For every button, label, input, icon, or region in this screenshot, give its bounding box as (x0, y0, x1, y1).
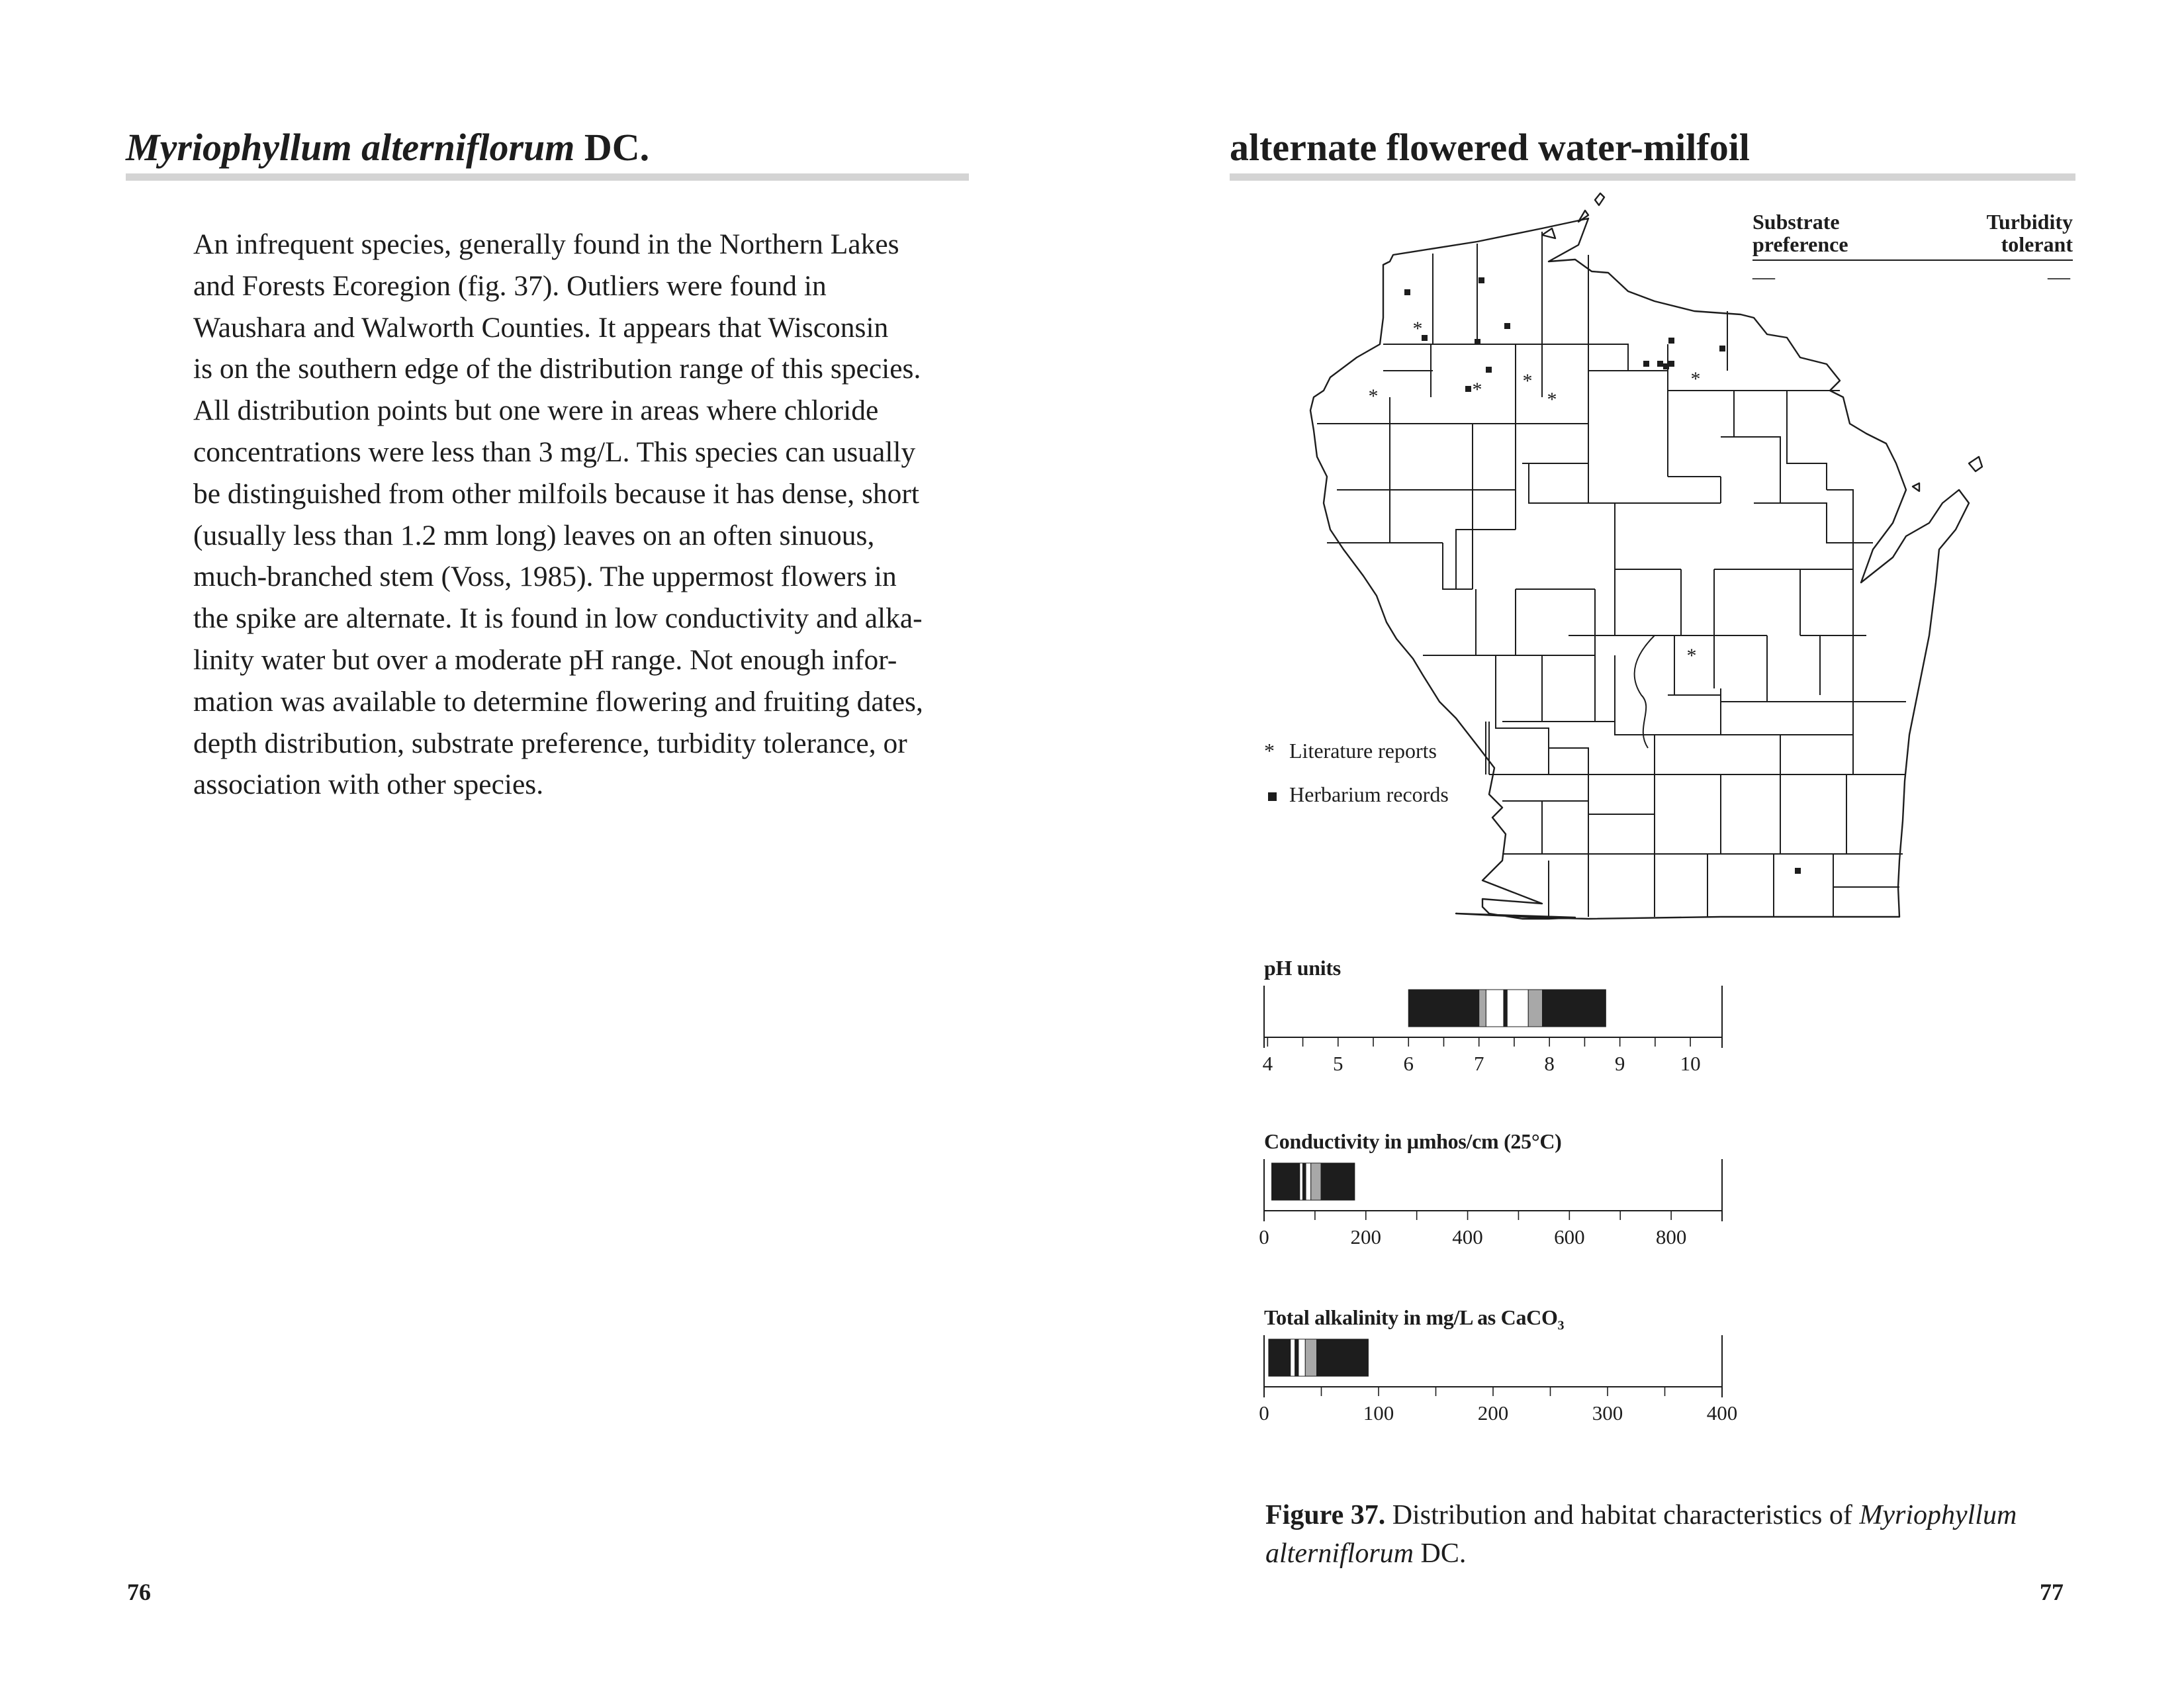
paragraph-line: Waushara and Walworth Counties. It appears that Wisconsin (193, 311, 889, 344)
conductivity-chart-title: Conductivity in µmhos/cm (25°C) (1264, 1129, 1562, 1153)
range-segment (1479, 990, 1486, 1027)
paragraph-line: and Forests Ecoregion (fig. 37). Outliers were found in (193, 269, 827, 302)
tick-label: 200 (1350, 1225, 1382, 1248)
herbarium-record-marker (1668, 338, 1674, 344)
tick-label: 800 (1655, 1225, 1687, 1248)
common-name-title: alternate flowered water-milfoil (1230, 126, 1750, 169)
ph-range-chart (1257, 983, 1760, 1082)
herbarium-record-marker (1657, 361, 1663, 367)
legend-literature-label: Literature reports (1289, 739, 1437, 763)
wisconsin-county-map (1297, 192, 2012, 933)
left-page-number: 76 (127, 1579, 151, 1605)
literature-report-marker: * (1522, 370, 1533, 392)
tick-label: 9 (1614, 1052, 1625, 1075)
turbidity-label-line1: Turbidity (1986, 210, 2073, 234)
turbidity-label-line2: tolerant (2001, 232, 2073, 256)
paragraph-line: (usually less than 1.2 mm long) leaves on an often sinuous, (193, 519, 875, 551)
substrate-value: — (1752, 265, 1775, 289)
county-boundaries (1317, 232, 1906, 917)
species-title (126, 124, 649, 171)
square-icon (1268, 792, 1277, 801)
range-segment (1317, 1339, 1369, 1376)
range-segment (1272, 1163, 1300, 1200)
caption-genus: Myriophyllum (1859, 1500, 2017, 1530)
range-segment (1543, 990, 1606, 1027)
literature-report-marker: * (1368, 385, 1379, 407)
herbarium-record-marker (1479, 277, 1484, 283)
alkalinity-title-subscript: 3 (1557, 1318, 1565, 1333)
range-segment (1291, 1339, 1295, 1376)
ph-chart-title: pH units (1264, 956, 1341, 980)
tick-label: 600 (1554, 1225, 1585, 1248)
tick-label: 400 (1452, 1225, 1483, 1248)
range-segment (1295, 1339, 1298, 1376)
caption-author: DC. (1414, 1538, 1467, 1569)
right-title-rule (1230, 173, 2075, 181)
range-segment (1305, 1339, 1316, 1376)
herbarium-record-marker (1668, 361, 1674, 367)
tick-label: 6 (1403, 1052, 1414, 1075)
alkalinity-chart-title-text: Total alkalinity in mg/L as CaCO (1264, 1305, 1558, 1329)
alkalinity-chart-title (1264, 1305, 1564, 1333)
range-segment (1302, 1163, 1306, 1200)
tick-label: 8 (1544, 1052, 1555, 1075)
tick-label: 400 (1706, 1401, 1738, 1425)
legend-herbarium-symbol (1264, 782, 1289, 807)
tick-label: 0 (1259, 1401, 1269, 1425)
herbarium-record-marker (1643, 361, 1649, 367)
paragraph-line: much-branched stem (Voss, 1985). The uppermost flowers in (193, 561, 897, 593)
range-segment (1504, 990, 1507, 1027)
tick-label: 100 (1363, 1401, 1394, 1425)
herbarium-record-marker (1504, 323, 1510, 329)
range-segment (1321, 1163, 1355, 1200)
species-name: Myriophyllum alterniflorum (126, 126, 575, 169)
herbarium-record-marker (1475, 339, 1480, 345)
literature-report-marker: * (1547, 389, 1557, 410)
paragraph-line: mation was available to determine flowering and fruiting dates, (193, 685, 923, 718)
literature-report-marker: * (1690, 368, 1701, 390)
range-segment (1408, 990, 1479, 1027)
tick-label: 300 (1592, 1401, 1623, 1425)
range-segment (1269, 1339, 1291, 1376)
range-segment (1507, 990, 1528, 1027)
herbarium-record-marker (1795, 868, 1801, 874)
herbarium-record-marker (1663, 363, 1669, 369)
range-segment (1298, 1339, 1305, 1376)
herbarium-record-marker (1486, 367, 1492, 373)
substrate-label-line2: preference (1752, 232, 1848, 256)
tick-label: 4 (1262, 1052, 1273, 1075)
species-description (193, 224, 987, 806)
paragraph-line: the spike are alternate. It is found in low conductivity and alka- (193, 602, 923, 635)
paragraph-line: An infrequent species, generally found in the Northern Lakes (193, 228, 899, 260)
herbarium-records (1404, 277, 1801, 874)
left-title-rule (126, 173, 969, 181)
range-segment (1528, 990, 1542, 1027)
range-segment (1300, 1163, 1303, 1200)
paragraph-line: linity water but over a moderate pH range. Not enough infor- (193, 643, 897, 676)
herbarium-record-marker (1465, 386, 1471, 392)
state-outline (1310, 193, 1982, 919)
alkalinity-range-chart (1257, 1333, 1760, 1432)
substrate-label-line1: Substrate (1752, 210, 1840, 234)
range-segment (1311, 1163, 1321, 1200)
conductivity-range-chart (1257, 1156, 1760, 1256)
literature-report-marker: * (1412, 318, 1423, 340)
legend-herbarium (1264, 782, 1449, 807)
tick-label: 5 (1333, 1052, 1343, 1075)
caption-text: Distribution and habitat characteristics of (1385, 1500, 1860, 1530)
right-page-number: 77 (2040, 1579, 2064, 1605)
literature-report-marker: * (1472, 379, 1482, 400)
range-segment (1306, 1163, 1311, 1200)
literature-report-marker: * (1686, 645, 1697, 667)
herbarium-record-marker (1719, 346, 1725, 352)
herbarium-record-marker (1404, 289, 1410, 295)
turbidity-value: — (2048, 265, 2070, 289)
paragraph-line: association with other species. (193, 769, 544, 801)
tick-label: 200 (1477, 1401, 1509, 1425)
legend-literature (1264, 739, 1437, 763)
paragraph-line: is on the southern edge of the distribution range of this species. (193, 353, 921, 385)
legend-herbarium-label: Herbarium records (1289, 782, 1449, 806)
tick-label: 7 (1473, 1052, 1484, 1075)
paragraph-line: All distribution points but one were in areas where chloride (193, 395, 879, 427)
caption-species: alterniflorum (1265, 1538, 1414, 1569)
figure-label: Figure 37. (1265, 1500, 1386, 1530)
tick-label: 10 (1680, 1052, 1701, 1075)
paragraph-line: be distinguished from other milfoils because it has dense, short (193, 477, 919, 510)
range-segment (1486, 990, 1504, 1027)
species-author: DC. (584, 126, 650, 169)
paragraph-line: concentrations were less than 3 mg/L. This species can usually (193, 436, 916, 468)
figure-caption (1265, 1496, 2079, 1573)
tick-label: 0 (1259, 1225, 1269, 1248)
asterisk-icon: * (1264, 739, 1275, 763)
paragraph-line: depth distribution, substrate preference, turbidity tolerance, or (193, 727, 907, 759)
